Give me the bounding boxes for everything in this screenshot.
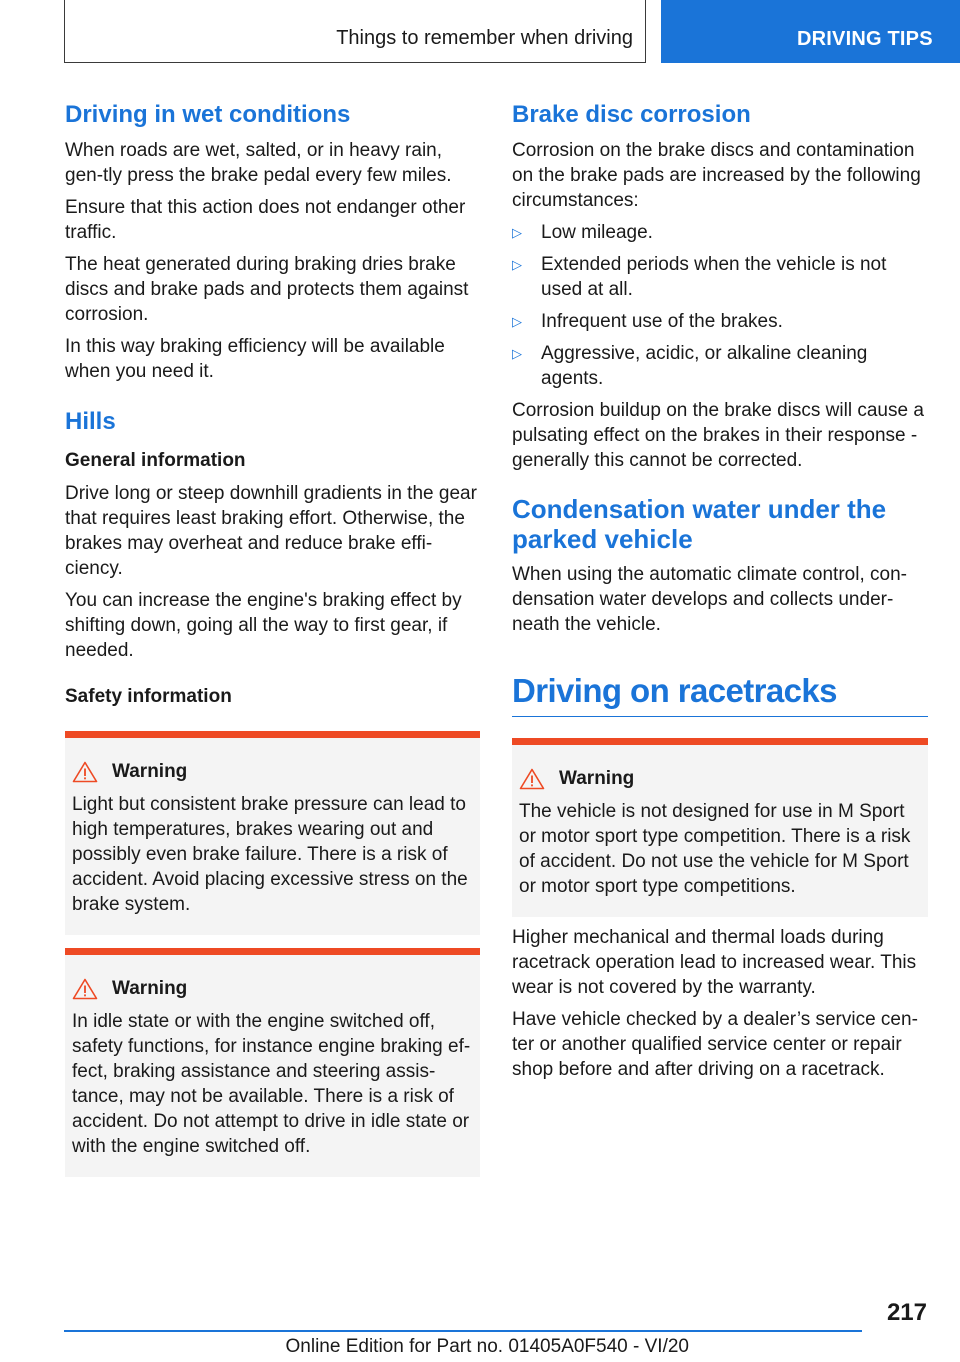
header-section-tab bbox=[64, 0, 646, 63]
list-item: ▷ Infrequent use of the brakes. bbox=[512, 311, 783, 332]
warning-triangle-icon bbox=[72, 761, 98, 783]
paragraph: When using the automatic climate control, con-densation water develops and collects under-neath the vehicle. bbox=[512, 564, 907, 635]
heading-driving-on-racetracks: Driving on racetracks bbox=[512, 670, 928, 717]
warning-title bbox=[519, 767, 920, 791]
paragraph: Corrosion on the brake discs and contamination on the brake pads are increased by the following circumstances: bbox=[512, 140, 921, 211]
header-section-title: Things to remember when driving bbox=[336, 27, 633, 49]
warning-label: Warning bbox=[112, 761, 188, 782]
warning-title bbox=[72, 760, 472, 784]
header-chapter-title: DRIVING TIPS bbox=[797, 28, 933, 50]
warning-label: Warning bbox=[559, 768, 635, 789]
paragraph: Ensure that this action does not endanger other traffic. bbox=[65, 197, 466, 243]
warning-title bbox=[72, 977, 472, 1001]
triangle-bullet-icon: ▷ bbox=[512, 346, 522, 361]
list-item: ▷ Extended periods when the vehicle is not used at all. bbox=[512, 254, 887, 300]
list-item: ▷ Aggressive, acidic, or alkaline cleaning agents. bbox=[512, 343, 868, 389]
subheading-safety-information: Safety information bbox=[65, 686, 232, 707]
paragraph: In this way braking efficiency will be available when you need it. bbox=[65, 336, 445, 382]
warning-box bbox=[65, 948, 480, 1177]
triangle-bullet-icon: ▷ bbox=[512, 314, 522, 329]
warning-text: In idle state or with the engine switched off, safety functions, for instance engine braking ef-fect, braking assistance and steering assis-tance, may not be available. There is a risk of accident. Do not attempt to drive in idle state or with the engine switched off. bbox=[72, 1011, 471, 1157]
heading-wet-conditions: Driving in wet conditions bbox=[65, 101, 351, 128]
heading-hills: Hills bbox=[65, 408, 116, 435]
list-item: ▷ Low mileage. bbox=[512, 222, 653, 243]
paragraph: Drive long or steep downhill gradients in the gear that requires least braking effort. Otherwise, the brakes may overheat and reduce brake effi-ciency. bbox=[65, 483, 477, 579]
triangle-bullet-icon: ▷ bbox=[512, 257, 522, 272]
paragraph: The heat generated during braking dries brake discs and brake pads and protects them against corrosion. bbox=[65, 254, 469, 325]
heading-condensation-water: Condensation water under the parked vehicle bbox=[512, 494, 887, 554]
triangle-bullet-icon: ▷ bbox=[512, 225, 522, 240]
paragraph: Have vehicle checked by a dealer’s service cen-ter or another qualified service center or repair shop before and after driving on a racetrack. bbox=[512, 1009, 918, 1080]
subheading-general-information: General information bbox=[65, 450, 246, 471]
page-number: 217 bbox=[886, 1299, 927, 1326]
warning-box bbox=[65, 731, 480, 935]
warning-label: Warning bbox=[112, 978, 188, 999]
paragraph: When roads are wet, salted, or in heavy rain, gen-tly press the brake pedal every few miles. bbox=[65, 140, 452, 186]
right-column bbox=[512, 100, 928, 1089]
heading-brake-disc-corrosion: Brake disc corrosion bbox=[512, 101, 751, 128]
footer-divider bbox=[64, 1330, 862, 1332]
header-chapter-tab bbox=[661, 0, 960, 63]
paragraph: Corrosion buildup on the brake discs will cause a pulsating effect on the brakes in their response - generally this cannot be corrected. bbox=[512, 400, 924, 471]
left-column bbox=[65, 100, 480, 1177]
paragraph: Higher mechanical and thermal loads during racetrack operation lead to increased wear. This wear is not covered by the warranty. bbox=[512, 927, 917, 998]
warning-triangle-icon bbox=[519, 768, 545, 790]
warning-triangle-icon bbox=[72, 978, 98, 1000]
circumstances-list bbox=[512, 220, 928, 391]
warning-text: Light but consistent brake pressure can lead to high temperatures, brakes wearing out and possibly even brake failure. There is a risk of accident. Avoid placing excessive stress on the brake system. bbox=[72, 794, 468, 915]
warning-box bbox=[512, 738, 928, 917]
footer-edition: Online Edition for Part no. 01405A0F540 - VI/20 bbox=[285, 1336, 689, 1357]
warning-text: The vehicle is not designed for use in M Sport or motor sport type competition. There is a risk of accident. Do not use the vehicle for M Sport or motor sport type competitions. bbox=[519, 801, 911, 897]
paragraph: You can increase the engine's braking effect by shifting down, going all the way to first gear, if needed. bbox=[65, 590, 462, 661]
